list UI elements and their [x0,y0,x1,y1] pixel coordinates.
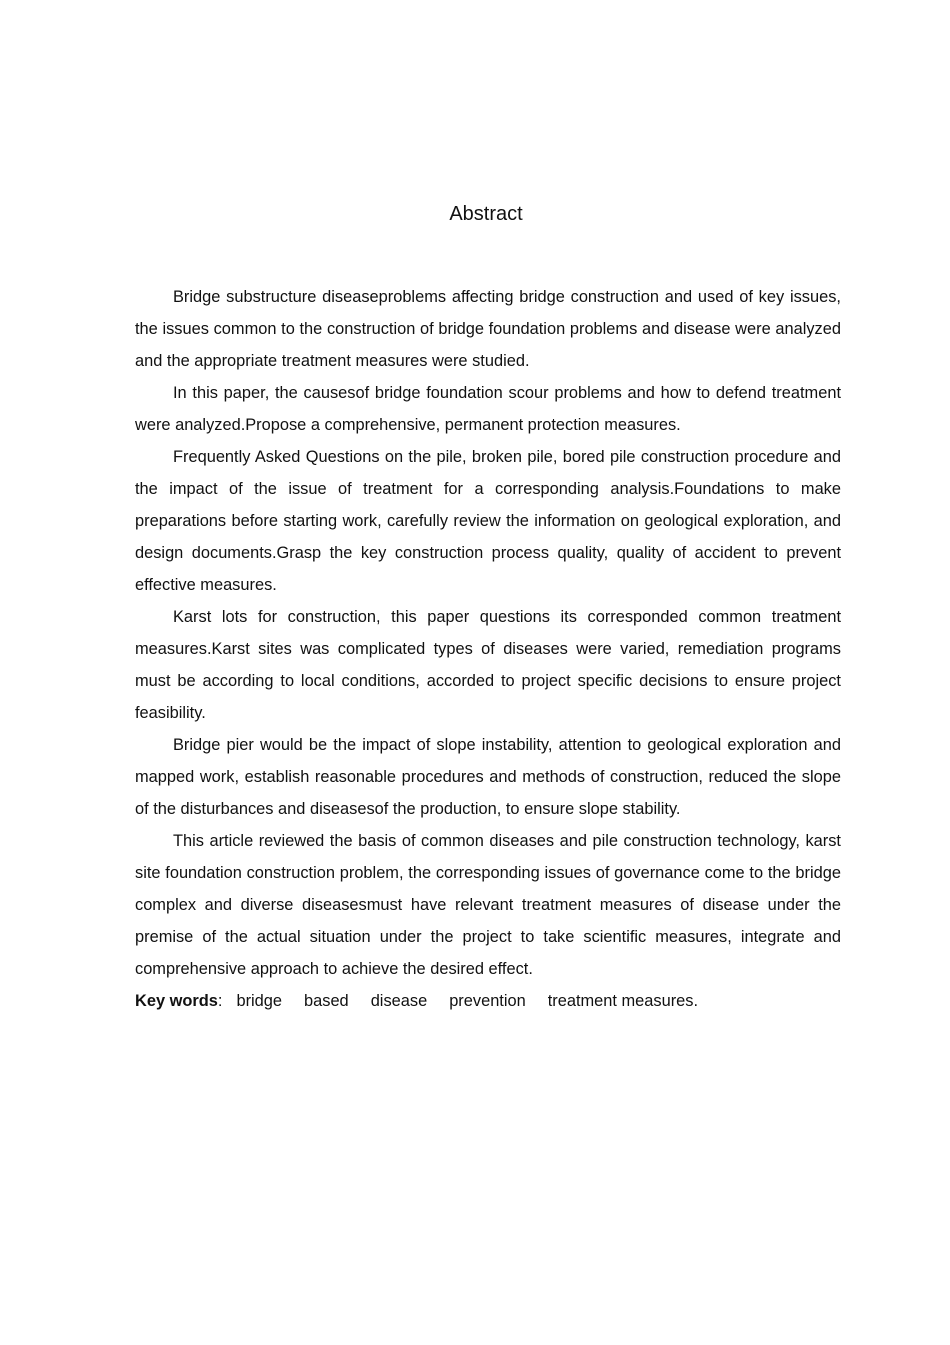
abstract-paragraph-1: Bridge substructure diseaseproblems affecting bridge construction and used of key issues, the issues common to the construction of bridge foundation problems and disease were analyzed and the appropriate treatment measures were studied. [135,288,841,370]
abstract-title: Abstract [449,203,523,225]
keyword-item: prevention [449,992,526,1010]
keyword-item: treatment measures. [547,992,699,1010]
keyword-item: disease [370,992,428,1010]
keyword-item: based [304,992,349,1010]
abstract-paragraph-4: Karst lots for construction, this paper questions its corresponded common treatment measures.Karst sites was complicated types of diseases were varied, remediation programs must be according to local conditions, accorded to project specific decisions to ensure project feasibility. [135,608,841,722]
abstract-body [135,281,841,1017]
abstract-paragraph-5: Bridge pier would be the impact of slope instability, attention to geological exploration and mapped work, establish reasonable procedures and methods of construction, reduced the slope of the disturbances and diseasesof the production, to ensure slope stability. [135,736,841,818]
abstract-paragraph-2: In this paper, the causesof bridge foundation scour problems and how to defend treatment were analyzed.Propose a comprehensive, permanent protection measures. [135,384,841,434]
keywords-separator: : [217,992,223,1010]
keywords-label: Key words [135,992,218,1010]
keywords-line [135,985,841,1017]
abstract-paragraph-3: Frequently Asked Questions on the pile, broken pile, bored pile construction procedure and the impact of the issue of treatment for a corresponding analysis.Foundations to make preparations before starting work, carefully review the information on geological exploration, and design documents.Grasp the key construction process quality, quality of accident to prevent effective measures. [135,448,841,594]
keyword-item: bridge [236,992,283,1010]
abstract-paragraph-6: This article reviewed the basis of common diseases and pile construction technology, karst site foundation construction problem, the corresponding issues of governance come to the bridge complex and diverse diseasesmust have relevant treatment measures of disease under the premise of the actual situation under the project to take scientific measures, integrate and comprehensive approach to achieve the desired effect. [135,832,841,978]
